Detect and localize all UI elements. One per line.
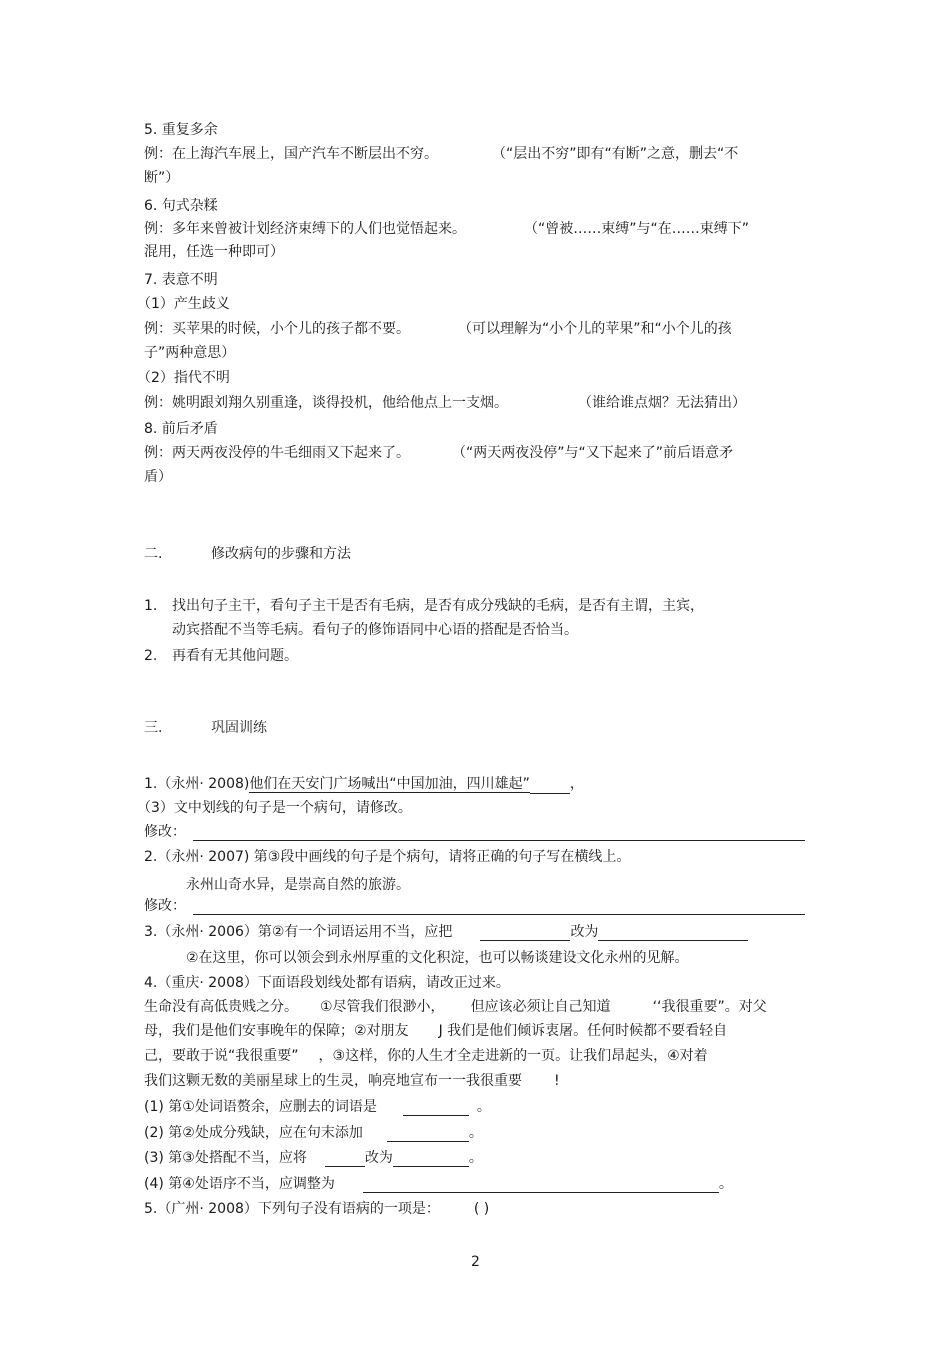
question-3	[144, 923, 748, 941]
item-8-title: 8. 前后矛盾	[144, 421, 218, 437]
step-2-number: 2.	[144, 648, 158, 664]
answer-prompt: (3) 第③处搭配不当，应将	[144, 1150, 307, 1166]
question-1-sub: （3）文中划线的句子是一个病句，请修改。	[137, 800, 412, 816]
para-segment: J 我们是他们倾诉衷屠。任何时候都不要看轻自	[438, 1023, 728, 1039]
para-segment: ‘‘我很重要”。对父	[652, 999, 767, 1015]
answer-3-blank-from[interactable]	[325, 1152, 365, 1167]
answer-3-blank-to[interactable]	[393, 1152, 469, 1167]
question-1-head: 1.（永州· 2008)	[144, 776, 250, 792]
item-7-example-1: 例：买苹果的时候，小个儿的孩子都不要。	[144, 321, 410, 337]
item-7-example-2: 例：姚明跟刘翔久别重逢，谈得投机，他给他点上一支烟。	[144, 395, 508, 411]
item-8-example: 例：两天两夜没停的牛毛细雨又下起来了。	[144, 445, 410, 461]
question-5-head: 5.（广州· 2008）下列句子没有语病的一项是：	[144, 1201, 440, 1217]
section-3-title: 巩固训练	[211, 720, 267, 736]
item-7-sub2: （2）指代不明	[137, 370, 230, 386]
section-2-title: 修改病句的步骤和方法	[211, 546, 351, 562]
question-1-answer-line[interactable]	[193, 840, 805, 841]
para-segment: 生命没有高低贵贱之分。	[144, 999, 298, 1015]
item-6-example: 例：多年来曾被计划经济束缚下的人们也觉悟起来。	[144, 221, 466, 237]
item-5-note-cont: 断”）	[144, 170, 180, 186]
answer-mid: 改为	[364, 1150, 393, 1166]
item-7-sub1: （1）产生歧义	[137, 296, 230, 312]
para-segment: 我们这颗无数的美丽星球上的生灵，响亮地宣布一一我很重要	[144, 1073, 522, 1089]
answer-end: 。	[468, 1125, 483, 1141]
answer-prompt: (2) 第②处成分残缺，应在句末添加	[144, 1125, 363, 1141]
question-4-para-line-2	[144, 1022, 727, 1040]
question-4-para-line-3	[144, 1047, 708, 1065]
question-1-blank	[530, 779, 570, 794]
item-8-note-cont: 盾）	[144, 469, 172, 485]
question-2-head: 2.（永州· 2007) 第③段中画线的句子是个病句，请将正确的句子写在横线上。	[144, 849, 631, 865]
section-2-number: 二.	[144, 546, 163, 562]
item-7-title: 7. 表意不明	[144, 272, 218, 288]
para-segment: 但应该必须让自己知道	[470, 999, 611, 1015]
item-7-note-1: （可以理解为“小个儿的苹果”和“小个儿的孩	[458, 321, 732, 337]
question-4-answer-1	[144, 1098, 491, 1116]
para-segment: 母，我们是他们安事晚年的保障；②对朋友	[144, 1023, 409, 1039]
question-5-answer-paren[interactable]: ( )	[473, 1201, 490, 1217]
question-4-para-line-1	[144, 998, 767, 1016]
answer-end: 。	[718, 1176, 733, 1192]
question-3-head: 3.（永州· 2006）第②有一个词语运用不当，应把	[144, 924, 453, 940]
para-segment: ①尽管我们很渺小，	[320, 999, 445, 1015]
item-6-note: （“曾被……束缚”与“在……束缚下”	[524, 221, 750, 237]
question-4-answer-4	[144, 1175, 733, 1193]
question-3-blank-from[interactable]	[480, 926, 570, 941]
question-3-blank-to[interactable]	[598, 926, 748, 941]
question-1	[144, 775, 584, 794]
question-2-sentence: 永州山奇水异，是崇高自然的旅游。	[186, 877, 410, 893]
question-3-mid: 改为	[570, 924, 599, 940]
step-1-text-cont: 动宾搭配不当等毛病。看句子的修饰语同中心语的搭配是否恰当。	[172, 622, 578, 638]
para-segment: !	[554, 1073, 560, 1089]
answer-prompt: (1) 第①处词语赘余，应删去的词语是	[144, 1099, 377, 1115]
item-6-note-cont: 混用，任选一种即可）	[144, 244, 284, 260]
item-7-note-1-cont: 子”两种意思）	[144, 345, 236, 361]
item-7-note-2: （谁给谁点烟？无法猜出）	[578, 395, 746, 411]
question-1-underlined-sentence: 他们在天安门广场喊出“中国加油，四川雄起”	[249, 776, 530, 792]
step-1-text: 找出句子主干，看句子主干是否有毛病，是否有成分残缺的毛病，是否有主谓，主宾，	[172, 598, 704, 614]
question-4-answer-2	[144, 1124, 483, 1142]
answer-2-blank[interactable]	[387, 1127, 469, 1142]
item-5-example: 例：在上海汽车展上，国产汽车不断层出不穷。	[144, 146, 438, 162]
item-6-title: 6. 句式杂糅	[144, 198, 218, 214]
question-1-tail: ，	[569, 776, 584, 792]
answer-1-blank[interactable]	[403, 1101, 469, 1116]
answer-4-blank[interactable]	[363, 1178, 719, 1193]
question-1-fix-label: 修改：	[144, 824, 186, 840]
question-2-fix-label: 修改：	[144, 898, 186, 914]
question-4-head: 4.（重庆· 2008）下面语段划线处都有语病，请改正过来。	[144, 975, 510, 991]
question-3-sentence: ②在这里，你可以领会到永州厚重的文化积淀，也可以畅谈建设文化永州的见解。	[186, 950, 689, 966]
step-1-number: 1.	[144, 598, 158, 614]
answer-end: 。	[476, 1099, 491, 1115]
section-3-number: 三.	[144, 720, 163, 736]
question-4-para-line-4	[144, 1072, 560, 1090]
question-2-answer-line[interactable]	[193, 914, 805, 915]
step-2-text: 再看有无其他问题。	[172, 648, 298, 664]
item-5-note: （“层出不穷”即有“有断”之意，删去“不	[492, 146, 739, 162]
para-segment: 己，要敢于说“我很重要”	[144, 1048, 299, 1064]
question-5	[144, 1200, 489, 1218]
item-8-note: （“两天两夜没停”与“又下起来了”前后语意矛	[452, 445, 734, 461]
question-4-answer-3	[144, 1149, 483, 1167]
para-segment: ，③这样，你的人生才全走进新的一页。让我们昂起头，④对着	[318, 1048, 708, 1064]
answer-end: 。	[468, 1150, 483, 1166]
page-number: 2	[471, 1254, 480, 1270]
item-5-title: 5. 重复多余	[144, 122, 218, 138]
answer-prompt: (4) 第④处语序不当，应调整为	[144, 1176, 335, 1192]
